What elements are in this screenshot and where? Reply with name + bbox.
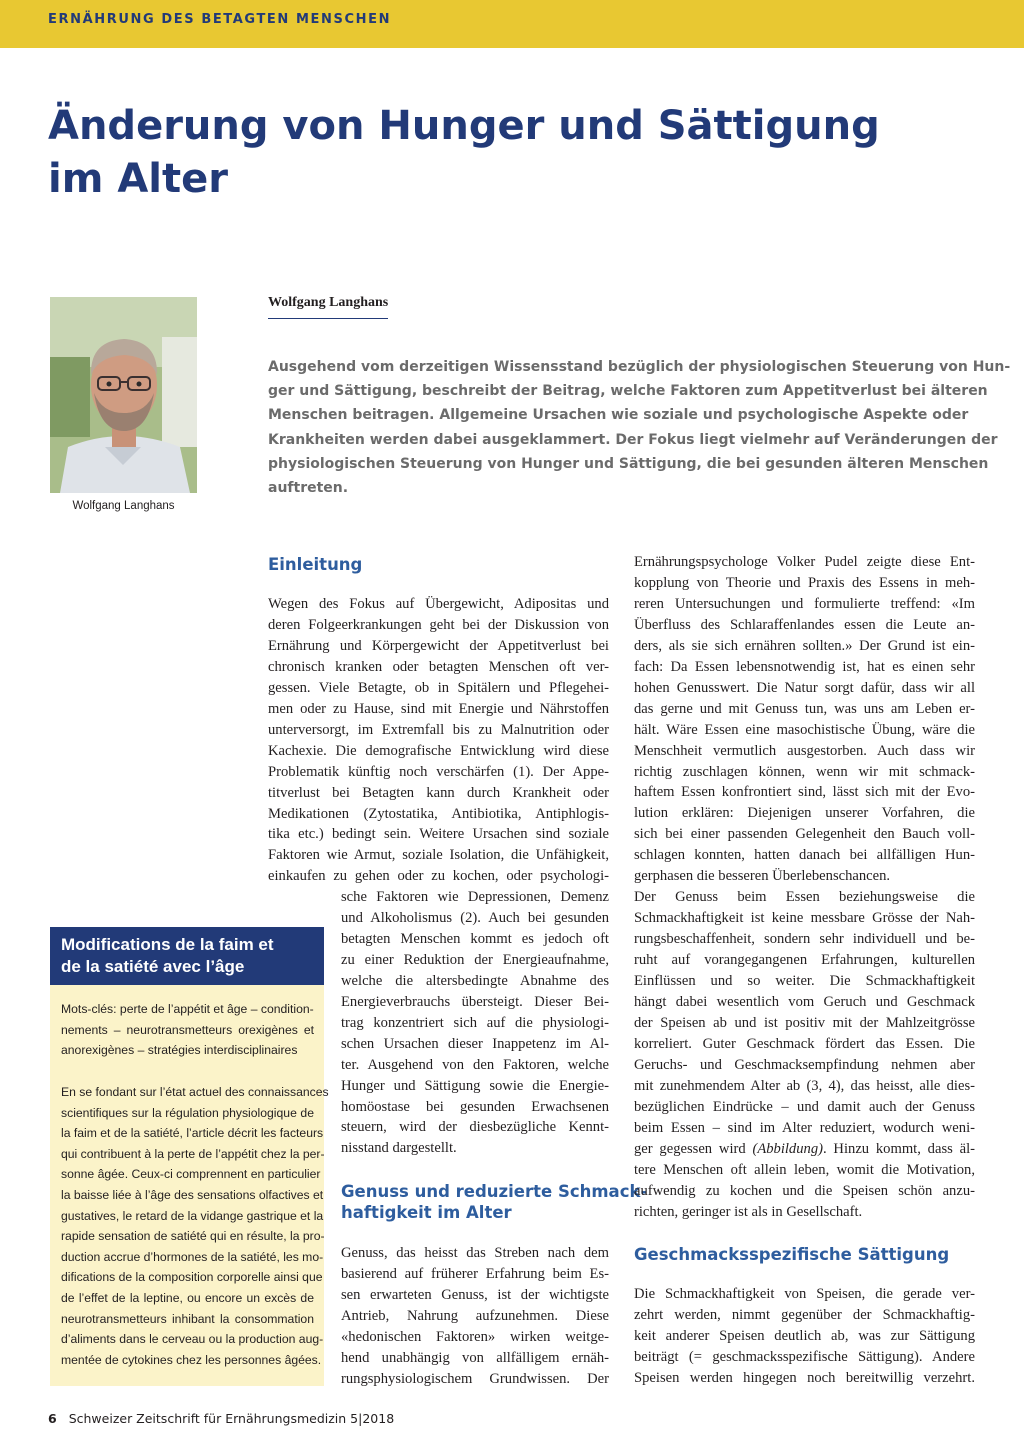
summary-line: duction accrue d’hormones de la satiété, les mo- (61, 1249, 324, 1264)
text-line: Speisen werden hingegen noch bereitwillig verzehrt. (634, 1369, 975, 1386)
abstract-line: physiologischen Steuerung von Hunger und Sättigung, die bei gesunden älteren Menschen (268, 455, 989, 472)
heading-genuss-line-1: Genuss und reduzierte Schmack- (341, 1182, 648, 1201)
page-number: 6 (48, 1411, 57, 1426)
summary-line: difications de la composition corporelle ainsi que (61, 1270, 323, 1285)
text-line: kopplung von Theorie und Praxis des Essens in meh- (634, 574, 975, 591)
heading-einleitung: Einleitung (268, 555, 363, 574)
text-line: unterversorgt, im Extremfall bis zu Malnutrition oder (268, 721, 609, 738)
text-line: richten, geringer ist als in Gesellschaft. (634, 1203, 863, 1220)
summary-line: rapide sensation de satiété qui en résulte, la pro- (61, 1229, 325, 1244)
text-line: fach: Da Essen lebensnotwendig ist, hat es einen sehr (634, 658, 975, 675)
text-line: das gerne und mit Genuss tun, was uns am Leben er- (634, 700, 975, 717)
french-summary-box (50, 927, 329, 1386)
figure-reference[interactable]: (Abbildung) (752, 1140, 823, 1157)
text-line: welche die altersbedingte Abnahme des (341, 972, 609, 989)
column-2-geschmack (634, 1284, 975, 1389)
text-line: und Alkoholismus (2). Auch bei gesunden (341, 909, 609, 926)
text-line: Problematik künftig noch verschärfen (1). Der Appe- (268, 763, 609, 780)
text-line: hängt dabei wesentlich vom Geruch und Geschmack (634, 994, 975, 1011)
french-summary-title-line-2: de la satiété avec l’âge (61, 957, 245, 976)
author-photo (50, 297, 197, 493)
summary-line: neurotransmetteurs inhibant la consommation (61, 1311, 314, 1326)
text-line: Faktoren wie Armut, soziale Isolation, die Unfähigkeit, (268, 847, 609, 864)
french-summary-text (61, 1082, 329, 1370)
text-line: chronisch kranken oder betagten Menschen oft ver- (268, 658, 609, 675)
text-line: schlagen konnten, hatten danach bei allfälligen Hun- (634, 847, 975, 864)
text-line: ders, als sie sich ernähren sollten.» Der Grund ist ein- (634, 637, 975, 654)
text-line: tika etc.) bedingt sein. Weitere Ursachen sind soziale (268, 826, 609, 843)
text-line: nisstand dargestellt. (341, 1140, 457, 1157)
heading-geschmacksspezifische-saettigung: Geschmacksspezifische Sättigung (634, 1245, 950, 1264)
text-line: trag konzentriert sich auf die physiologi- (341, 1014, 609, 1031)
summary-line: mentée de cytokines chez les personnes âgées. (61, 1352, 322, 1367)
summary-line: gustatives, le retard de la vidange gastrique et la (61, 1208, 324, 1223)
text-line: deren Folgeerkrankungen geht bei der Diskussion von (268, 616, 609, 633)
keywords-line: nements – neurotransmetteurs orexigènes et (61, 1022, 314, 1037)
heading-genuss-line-2: haftigkeit im Alter (341, 1203, 512, 1222)
text-line: Wegen des Fokus auf Übergewicht, Adipositas und (268, 596, 609, 612)
text-line: zehrt werden, nimmt gegenüber der Schmackhaftig- (634, 1306, 975, 1323)
french-summary-title-line-1: Modifications de la faim et (61, 935, 274, 954)
text-line: gessen. Viele Betagte, ob in Spitälern und Pflegehei- (268, 679, 609, 696)
text-line: men oder zu Hause, sind mit Energie und Nährstoffen (268, 700, 609, 717)
article-title (48, 100, 988, 206)
text-line: Antrieb, Nahrung aufzunehmen. Diese (341, 1307, 609, 1324)
keywords-text: perte de l’appétit et âge – condition- (119, 1002, 314, 1016)
text-line: Ernährungspsychologe Volker Pudel zeigte diese Ent- (634, 554, 975, 570)
author-name: Wolfgang Langhans (268, 295, 388, 319)
text-line: hält. Wäre Essen eine masochistische Übung, wäre die (634, 721, 975, 738)
french-keywords (61, 999, 314, 1061)
text-line: gerphasen die besseren Überlebenschancen. (634, 868, 891, 885)
text-line: Menschheit vermutlich ausgestorben. Auch dass wir (634, 742, 975, 759)
summary-line: qui contribuent à la perte de l’appétit chez la per- (61, 1146, 325, 1161)
summary-line: la baisse liée à l’âge des sensations olfactives et (61, 1187, 324, 1202)
text-line: Überfluss des Schlaraffenlandes essen die Leute an- (634, 616, 975, 633)
text-line: Energieverbrauchs übersteigt. Dieser Bei- (341, 993, 609, 1010)
text-line: reren Untersuchungen und formulierte treffend: «Im (634, 595, 975, 612)
french-summary-header (50, 927, 324, 985)
keywords-line: anorexigènes – stratégies interdisciplinaires (61, 1043, 298, 1058)
text-line: homöostase bei gesunden Erwachsenen (341, 1098, 609, 1115)
summary-line: d’aliments dans le cerveau ou la production aug- (61, 1332, 324, 1347)
abstract-line: auftreten. (268, 480, 349, 497)
text-line: Der Genuss beim Essen beziehungsweise die (634, 889, 975, 906)
column-1-genuss (341, 1243, 609, 1390)
text-line: aufwendig zu kochen und die Speisen schön anzu- (634, 1182, 975, 1199)
text-line: tere Menschen oft allein leben, womit die Motivation, (634, 1161, 975, 1178)
keywords-line (61, 999, 314, 1020)
column-1-intro (268, 594, 609, 887)
text-line: haftem Essen konfrontiert sind, lässt sich mit der Evo- (634, 784, 975, 801)
text-line: korreliert. Guter Geschmack fördert das Essen. Die (634, 1035, 975, 1052)
abstract (268, 355, 1011, 500)
text-line: ter. Ausgehend von den Faktoren, welche (341, 1056, 609, 1073)
text-line-figure-reference (634, 1139, 975, 1160)
text-line: Einflüssen und so weiter. Die Schmackhaftigkeit (634, 973, 975, 990)
text-line: rungsbeschaffenheit, sondern sehr individuell und be- (634, 931, 975, 948)
text-line: Kachexie. Die demografische Entwicklung wird diese (268, 742, 609, 759)
photo-caption: Wolfgang Langhans (72, 500, 175, 512)
abstract-line: Krankheiten werden dabei ausgeklammert. Der Fokus liegt vielmehr auf Veränderungen der (268, 431, 998, 448)
abstract-line: Menschen beitragen. Allgemeine Ursachen wie soziale und psychologische Aspekte oder (268, 407, 969, 424)
article-title-line-1: Änderung von Hunger und Sättigung (48, 103, 880, 149)
text-line: «hedonischen Faktoren» wirken weitge- (341, 1328, 609, 1345)
summary-line: de l’effet de la leptine, ou encore un excès de (61, 1290, 314, 1305)
abstract-line: ger und Sättigung, beschreibt der Beitrag, welche Faktoren zum Appetitverlust bei älteren (268, 383, 988, 400)
article-title-line-2: im Alter (48, 156, 228, 202)
text-fragment: ger gegessen wird (634, 1140, 753, 1157)
text-line: ruht auf vorangegangenen Erfahrungen, kulturellen (634, 952, 975, 969)
summary-line: la faim et de la satiété, l’article décrit les facteurs (61, 1126, 324, 1141)
text-line: steuern, wird der diesbezügliche Kennt- (341, 1119, 609, 1136)
text-line: beiträgt (= geschmacksspezifische Sättigung). Andere (634, 1348, 975, 1365)
text-line: Schmackhaftigkeit ist keine messbare Grösse der Nah- (634, 910, 975, 927)
text-line: Die Schmackhaftigkeit von Speisen, die gerade ver- (634, 1286, 975, 1302)
text-line: einkaufen zu gehen oder zu kochen, oder psychologi- (268, 868, 609, 885)
text-line: basierend auf früherer Erfahrung beim Es- (341, 1265, 609, 1282)
author-portrait-image (50, 297, 197, 493)
column-1-continued (341, 887, 609, 1159)
text-line: rungsphysiologischem Grundwissen. Der (341, 1370, 609, 1387)
text-line: bezüglichen Eindrücke – und damit auch der Genuss (634, 1098, 975, 1115)
text-line: zu einer Reduktion der Energieaufnahme, (341, 951, 609, 968)
text-line: schen Ursachen dieser Inappetenz im Al- (341, 1035, 609, 1052)
text-line: hend unabhängig von allfälligem ernäh- (341, 1349, 609, 1366)
header-band (0, 0, 1024, 48)
page-footer (48, 1411, 394, 1426)
text-line: sche Faktoren wie Depressionen, Demenz (341, 889, 609, 905)
section-rubric: ERNÄHRUNG DES BETAGTEN MENSCHEN (48, 12, 392, 27)
column-2 (634, 552, 975, 1223)
text-line: richtig zuschlagen können, wenn wir mit schmack- (634, 763, 975, 780)
abstract-line: Ausgehend vom derzeitigen Wissensstand bezüglich der physiologischen Steuerung von Hun- (268, 359, 1011, 375)
text-line: lution erklären: Diejenigen unserer Vorfahren, die (634, 805, 975, 822)
text-line: Ernährung und Körpergewicht der Appetitverlust bei (268, 637, 609, 654)
text-line: Hunger und Sättigung sowie die Energie- (341, 1077, 609, 1094)
keywords-label: Mots-clés: (61, 1002, 117, 1016)
heading-genuss (341, 1181, 647, 1223)
text-line: Geruchs- und Geschmacksempfindung nehmen aber (634, 1056, 975, 1073)
text-line: der Speisen ab und ist positiv mit der Mahlzeitgrösse (634, 1014, 975, 1031)
text-line: Medikationen (Zytostatika, Antibiotika, Antiphlogis- (268, 805, 609, 822)
text-line: keit anderer Speisen deutlich ab, was zur Sättigung (634, 1327, 975, 1344)
text-line: betagten Menschen kommt es jedoch oft (341, 930, 609, 947)
text-line: hohen Genusswert. Die Natur sorgt dafür, dass wir all (634, 679, 975, 696)
summary-line: sonne âgée. Ceux-ci comprennent en particulier (61, 1167, 321, 1182)
text-line: beim Essen – sind im Alter reduziert, wodurch weni- (634, 1119, 975, 1136)
summary-line: scientifiques sur la régulation physiologique de (61, 1105, 314, 1120)
journal-citation: Schweizer Zeitschrift für Ernährungsmedizin 5|2018 (68, 1411, 395, 1426)
text-line: titverlust bei Betagten kann durch Krankheit oder (268, 784, 609, 801)
text-line: sen erwarteten Genuss, ist der wichtigste (341, 1286, 609, 1303)
text-fragment: . Hinzu kommt, dass äl- (822, 1140, 975, 1157)
summary-line: En se fondant sur l’état actuel des connaissances (61, 1085, 329, 1099)
text-line: Genuss, das heisst das Streben nach dem (341, 1245, 609, 1261)
text-line: mit zunehmendem Alter ab (3, 4), das heisst, alle dies- (634, 1077, 975, 1094)
text-line: sich bei einer passenden Gelegenheit den Bauch voll- (634, 826, 975, 843)
